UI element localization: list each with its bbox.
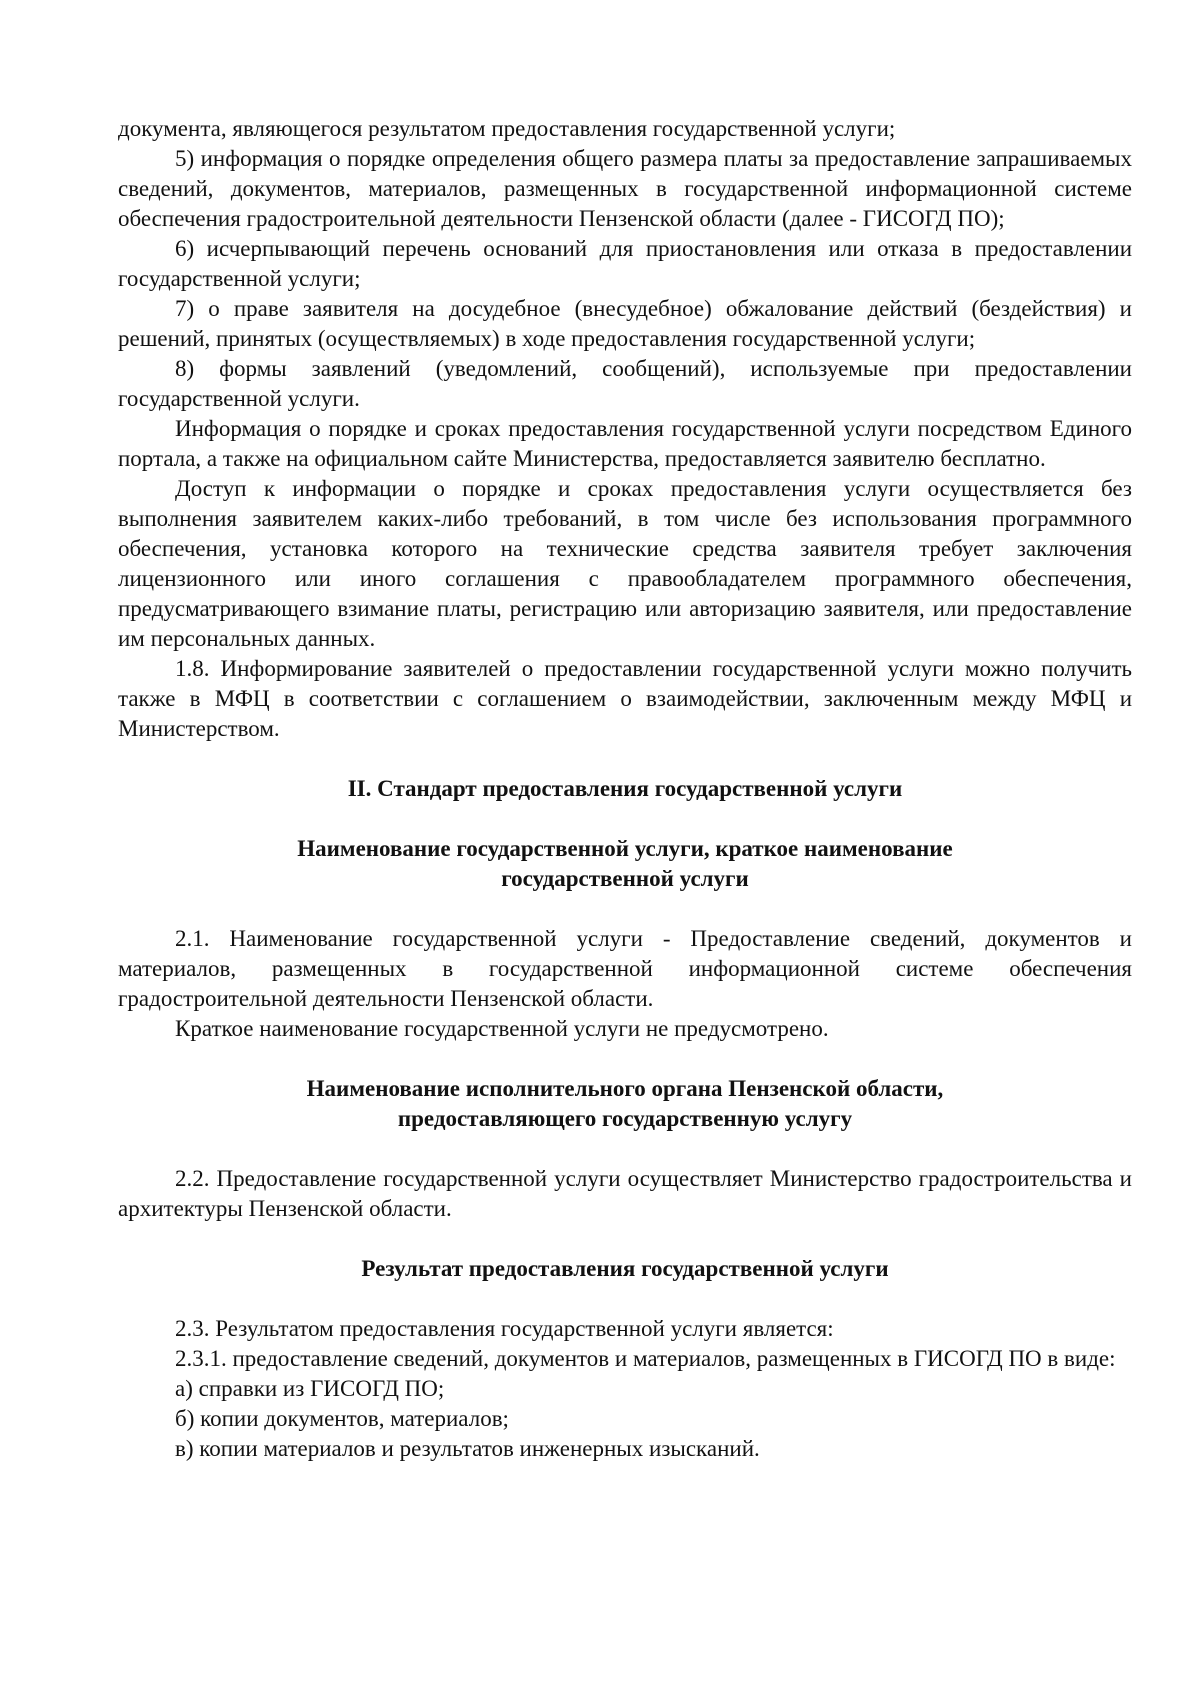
spacer [118,744,1132,774]
heading-service-name-line2: государственной услуги [501,866,749,891]
paragraph-item-8: 8) формы заявлений (уведомлений, сообщений), используемые при предоставлении государственной услуги. [118,356,1132,411]
spacer [118,1284,1132,1314]
spacer [118,1044,1132,1074]
spacer [118,894,1132,924]
heading-organ-line2: предоставляющего государственную услугу [397,1106,853,1131]
paragraph-item-7: 7) о праве заявителя на досудебное (внесудебное) обжалование действий (бездействия) и решений, принятых (осуществляемых) в ходе предоставления государственной услуги; [118,296,1132,351]
paragraph-1-8: 1.8. Информирование заявителей о предоставлении государственной услуги можно получить также в МФЦ в соответствии с соглашением о взаимодействии, заключенным между МФЦ и Министерством. [118,656,1132,741]
paragraph-2-3: 2.3. Результатом предоставления государственной услуги является: [175,1316,834,1341]
document-page [118,114,1132,1464]
paragraph-info-free: Информация о порядке и сроках предоставления государственной услуги посредством Единого портала, а также на официальном сайте Министерства, предоставляется заявителю бесплатно. [118,416,1132,471]
heading-result: Результат предоставления государственной услуги [361,1256,889,1281]
paragraph-item-5: 5) информация о порядке определения общего размера платы за предоставление запрашиваемых сведений, документов, материалов, размещенных в государственной информационной системе обеспечения градостроительной деятельности Пензенской области (далее - ГИСОГД ПО); [118,146,1132,231]
paragraph-access: Доступ к информации о порядке и сроках предоставления услуги осуществляется без выполнения заявителем каких-либо требований, в том числе без использования программного обеспечения, установка которого на технические средства заявителя требует заключения лицензионного или иного соглашения с правообладателем программного обеспечения, предусматривающего взимание платы, регистрацию или авторизацию заявителя, или предоставление им персональных данных. [118,476,1132,651]
heading-organ-line1: Наименование исполнительного органа Пензенской области, [306,1076,944,1101]
spacer [118,1134,1132,1164]
heading-service-name-line1: Наименование государственной услуги, краткое наименование [297,836,953,861]
spacer [118,804,1132,834]
paragraph-item-6: 6) исчерпывающий перечень оснований для приостановления или отказа в предоставлении государственной услуги; [118,236,1132,291]
list-item-v: в) копии материалов и результатов инженерных изысканий. [175,1436,760,1461]
paragraph-2-2: 2.2. Предоставление государственной услуги осуществляет Министерство градостроительства и архитектуры Пензенской области. [118,1166,1132,1221]
list-item-a: а) справки из ГИСОГД ПО; [175,1376,445,1401]
paragraph-continuation: документа, являющегося результатом предоставления государственной услуги; [118,116,896,141]
section-title: II. Стандарт предоставления государственной услуги [347,776,903,801]
spacer [118,1224,1132,1254]
paragraph-2-3-1: 2.3.1. предоставление сведений, документов и материалов, размещенных в ГИСОГД ПО в виде: [175,1346,1116,1371]
paragraph-2-1: 2.1. Наименование государственной услуги - Предоставление сведений, документов и материалов, размещенных в государственной информационной системе обеспечения градостроительной деятельности Пензенской области. [118,926,1132,1011]
paragraph-short-name: Краткое наименование государственной услуги не предусмотрено. [175,1016,829,1041]
list-item-b: б) копии документов, материалов; [175,1406,509,1431]
